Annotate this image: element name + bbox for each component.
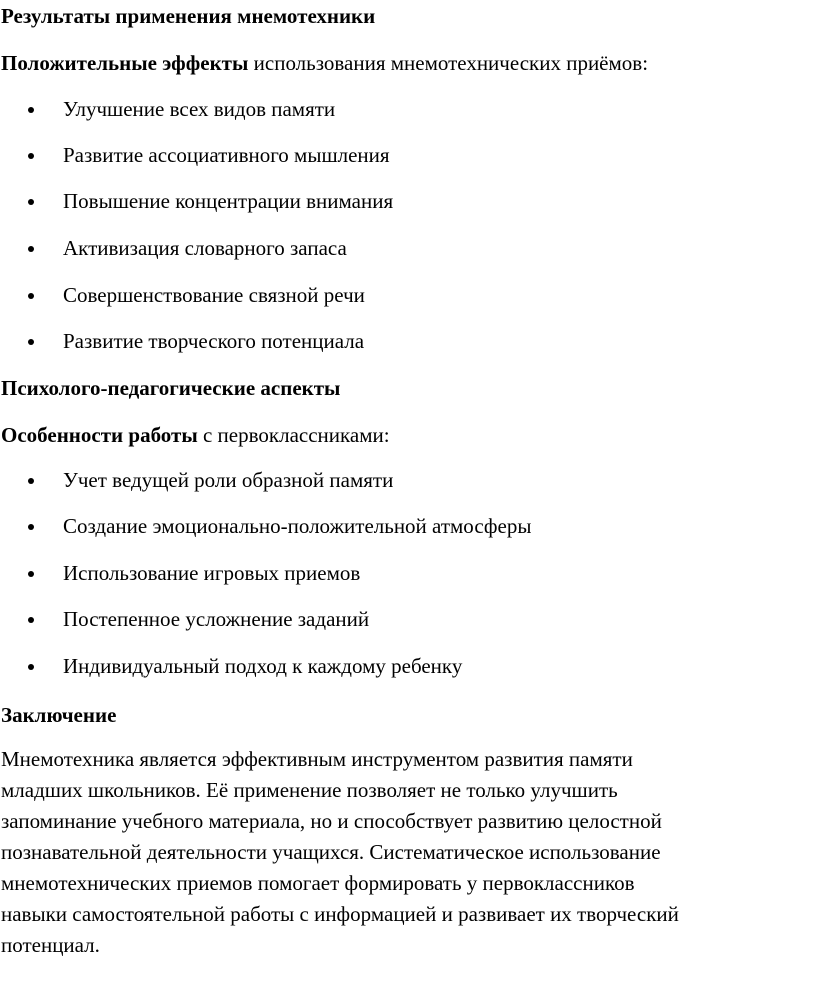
intro-bold-text: Особенности работы <box>1 423 198 447</box>
section-title-aspects: Психолого-педагогические аспекты <box>1 376 341 400</box>
paragraph-line: мнемотехнических приемов помогает формировать у первоклассников <box>1 871 635 895</box>
list-item-text: Постепенное усложнение заданий <box>63 607 370 631</box>
bullet-icon <box>28 246 34 252</box>
section-title-results: Результаты применения мнемотехники <box>1 4 376 28</box>
section-intro-features <box>1 423 390 447</box>
paragraph-line: Мнемотехника является эффективным инструментом развития памяти <box>1 747 633 771</box>
intro-text: с первоклассниками: <box>197 423 390 447</box>
intro-bold-text: Положительные эффекты <box>1 51 249 75</box>
list-item-text: Улучшение всех видов памяти <box>63 97 336 121</box>
list-item-text: Повышение концентрации внимания <box>63 189 394 213</box>
list-item-text: Активизация словарного запаса <box>63 236 347 260</box>
section-intro-effects <box>1 51 648 75</box>
list-item-text: Развитие ассоциативного мышления <box>63 143 390 167</box>
paragraph-line: познавательной деятельности учащихся. Систематическое использование <box>1 840 661 864</box>
bullet-icon <box>28 107 34 113</box>
paragraph-line: запоминание учебного материала, но и способствует развитию целостной <box>1 809 662 833</box>
list-item-text: Индивидуальный подход к каждому ребенку <box>63 654 463 678</box>
paragraph-line: навыки самостоятельной работы с информацией и развивает их творческий <box>1 902 679 926</box>
bullet-icon <box>28 199 34 205</box>
bullet-icon <box>28 293 34 299</box>
bullet-icon <box>28 153 34 159</box>
list-item-text: Использование игровых приемов <box>63 561 361 585</box>
paragraph-line: младших школьников. Её применение позволяет не только улучшить <box>1 778 618 802</box>
section-title-conclusion: Заключение <box>1 703 117 727</box>
bullet-icon <box>28 478 34 484</box>
paragraph-line: потенциал. <box>1 933 100 957</box>
list-item-text: Создание эмоционально-положительной атмосферы <box>63 514 532 538</box>
list-item-text: Совершенствование связной речи <box>63 283 365 307</box>
intro-text: использования мнемотехнических приёмов: <box>248 51 649 75</box>
bullet-icon <box>28 617 34 623</box>
bullet-icon <box>28 524 34 530</box>
bullet-icon <box>28 664 34 670</box>
conclusion-paragraph <box>1 744 813 961</box>
list-item-text: Развитие творческого потенциала <box>63 329 365 353</box>
list-item-text: Учет ведущей роли образной памяти <box>63 468 394 492</box>
bullet-icon <box>28 571 34 577</box>
bullet-icon <box>28 339 34 345</box>
